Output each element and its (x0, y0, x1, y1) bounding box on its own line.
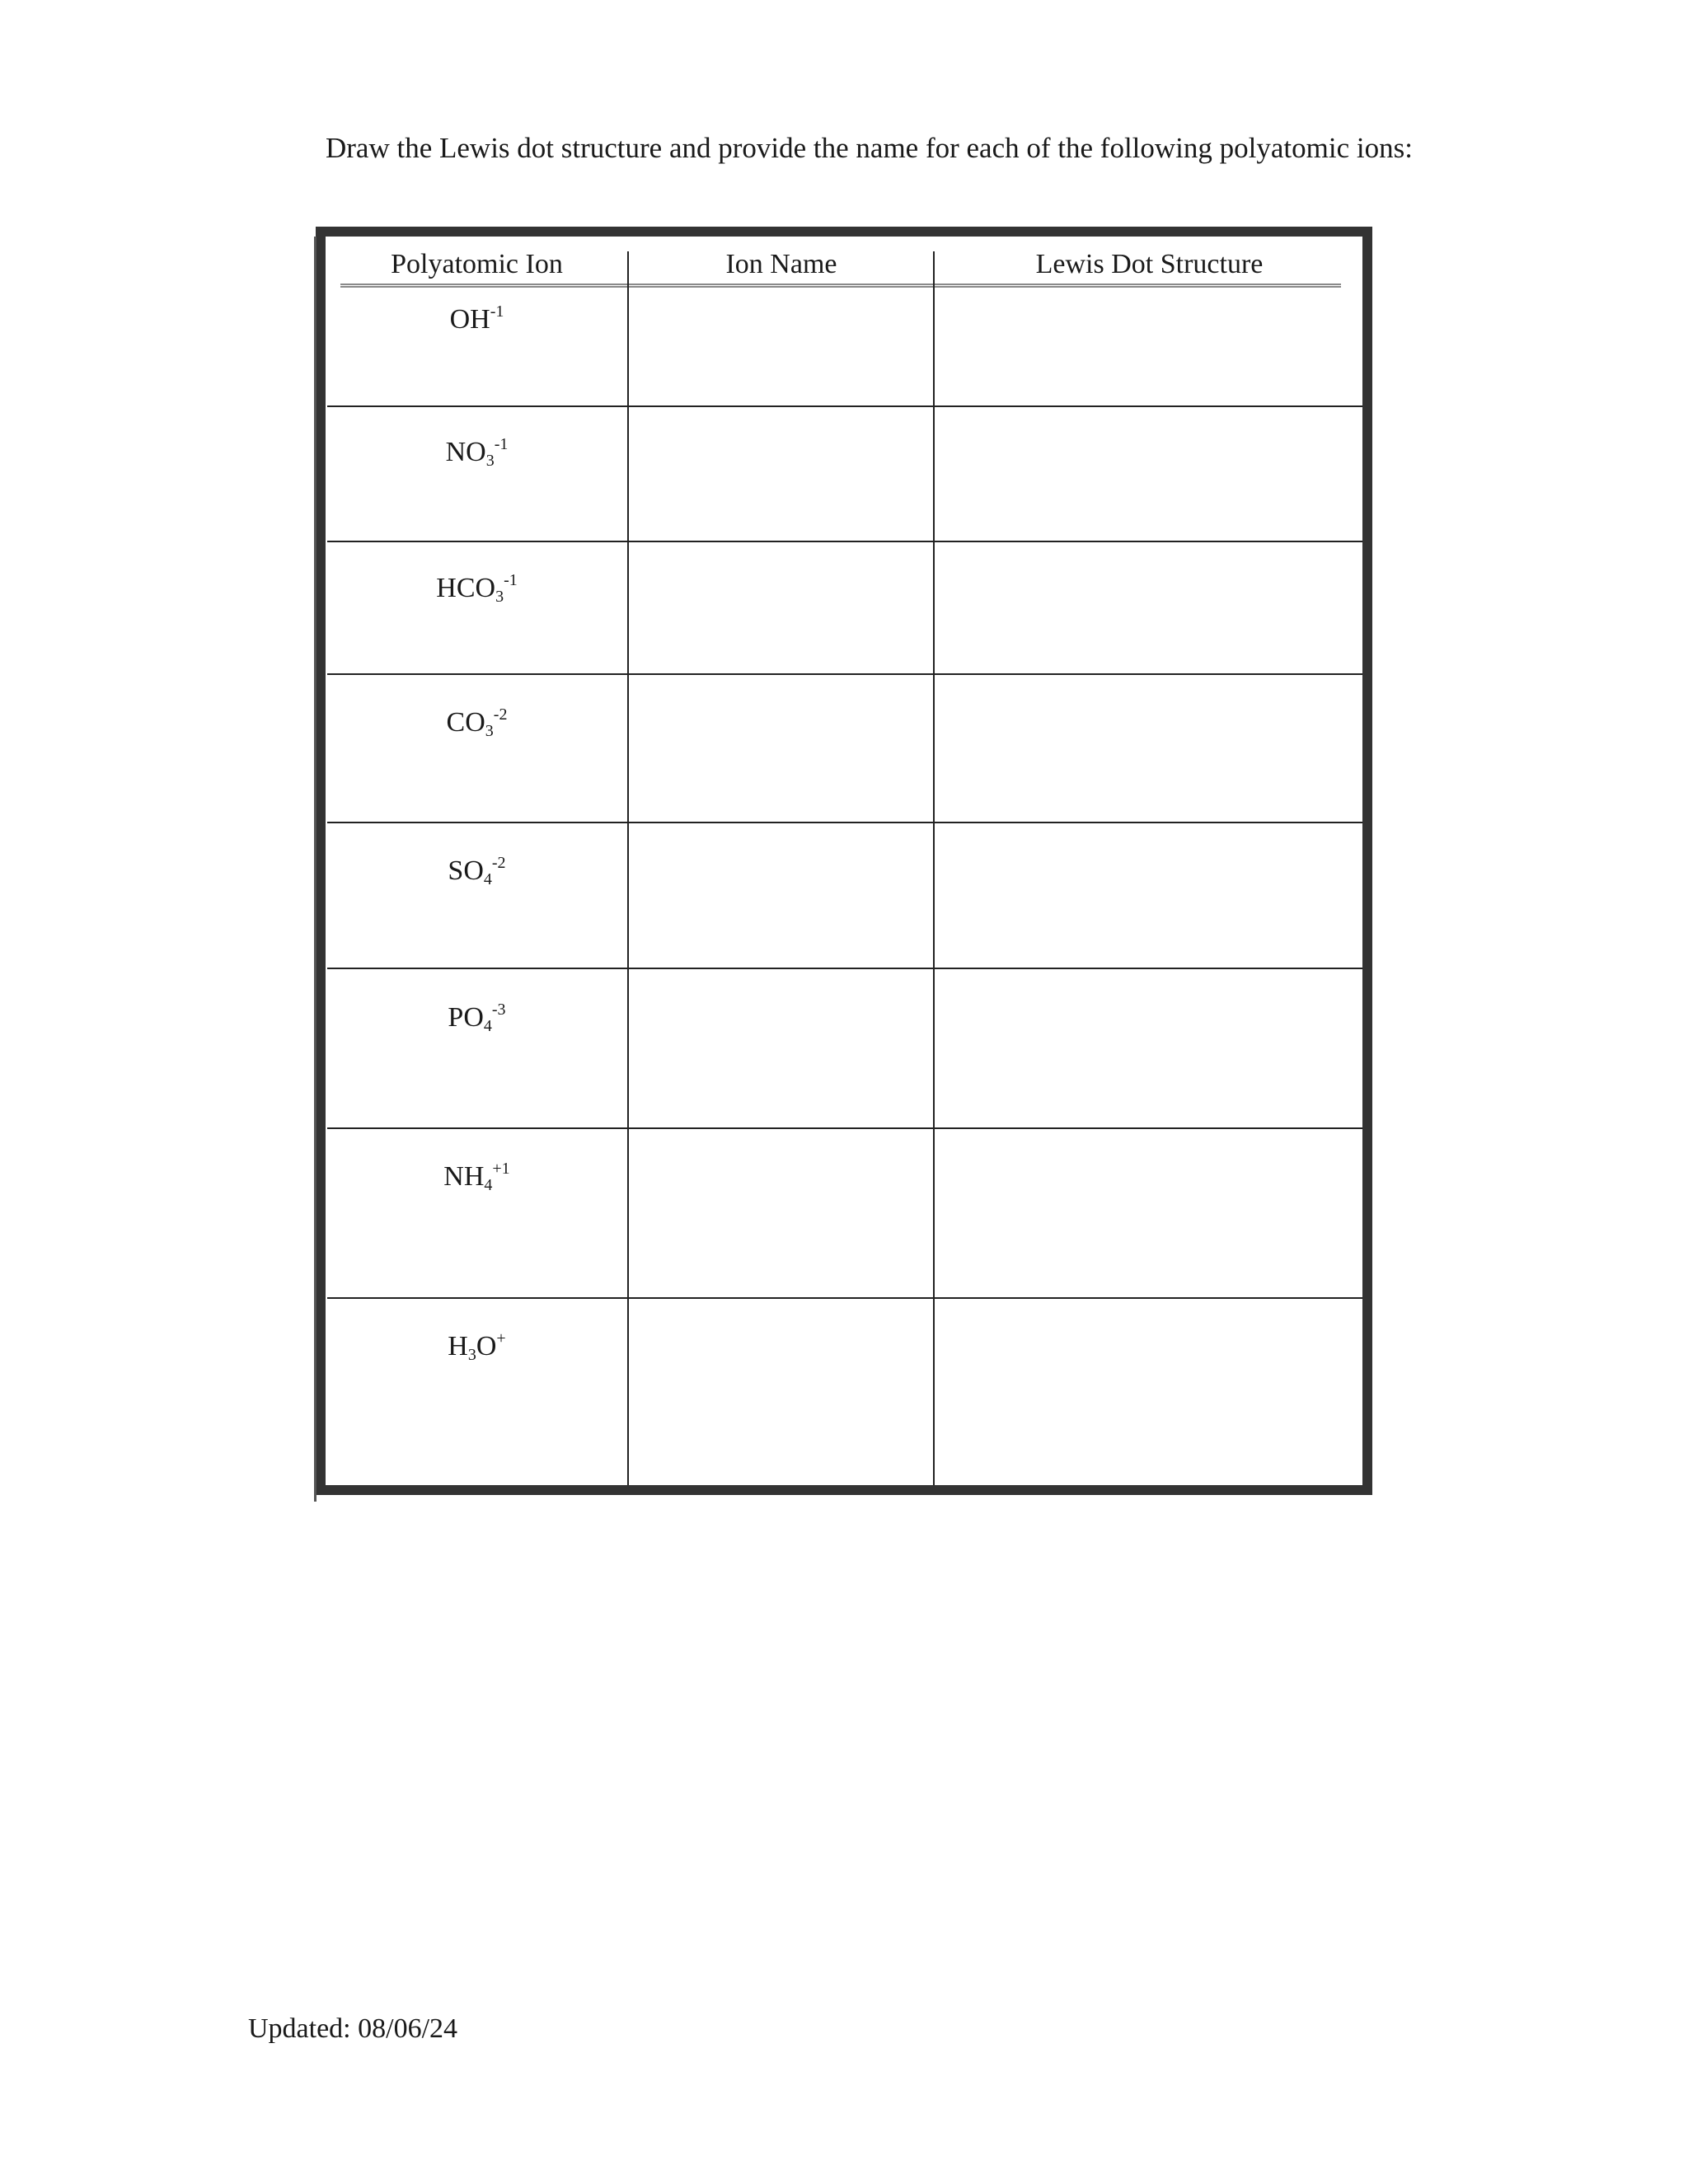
table-row (326, 407, 1362, 542)
lewis-structure-cell[interactable] (935, 1299, 1364, 1485)
ion-formula: $PO_4^{-3}$ (448, 1001, 506, 1035)
table-row (326, 823, 1362, 969)
ion-name-cell[interactable] (629, 407, 933, 541)
ion-formula: $HCO_3^{-1}$ (436, 571, 518, 606)
table-header-row (326, 237, 1362, 285)
header-polyatomic-ion: Polyatomic Ion (391, 249, 563, 279)
ion-name-cell[interactable] (629, 542, 933, 673)
lewis-structure-cell[interactable] (935, 823, 1364, 968)
ion-formula: $NH_4^{+1}$ (443, 1160, 510, 1194)
ion-name-cell[interactable] (629, 969, 933, 1127)
lewis-structure-cell[interactable] (935, 1129, 1364, 1297)
ion-name-cell[interactable] (629, 1129, 933, 1297)
table-row (326, 969, 1362, 1129)
table-row (326, 542, 1362, 675)
lewis-structure-cell[interactable] (935, 407, 1364, 541)
ion-formula: $CO_3^{-2}$ (446, 705, 508, 740)
ion-name-cell[interactable] (629, 823, 933, 968)
lewis-structure-cell[interactable] (935, 542, 1364, 673)
table-row (326, 1129, 1362, 1299)
ion-name-cell[interactable] (629, 675, 933, 822)
polyatomic-ion-table (316, 227, 1372, 1495)
updated-date: Updated: 08/06/24 (248, 2013, 458, 2044)
table-row (326, 285, 1362, 407)
instruction-text: Draw the Lewis dot structure and provide the name for each of the following polyatomic ions: (326, 132, 1413, 164)
ion-formula: $OH^{-1}$ (449, 302, 504, 335)
lewis-structure-cell[interactable] (935, 675, 1364, 822)
ion-formula: $NO_3^{-1}$ (445, 435, 509, 470)
ion-formula: $SO_4^{-2}$ (448, 854, 506, 888)
header-ion-name: Ion Name (725, 249, 837, 279)
header-lewis-dot-structure: Lewis Dot Structure (1035, 249, 1264, 279)
lewis-structure-cell[interactable] (935, 969, 1364, 1127)
ion-name-cell[interactable] (629, 285, 933, 405)
table-row (326, 1299, 1362, 1485)
table-row (326, 675, 1362, 823)
ion-formula: $H_3O^+$ (448, 1329, 506, 1364)
lewis-structure-cell[interactable] (935, 285, 1364, 405)
ion-name-cell[interactable] (629, 1299, 933, 1485)
